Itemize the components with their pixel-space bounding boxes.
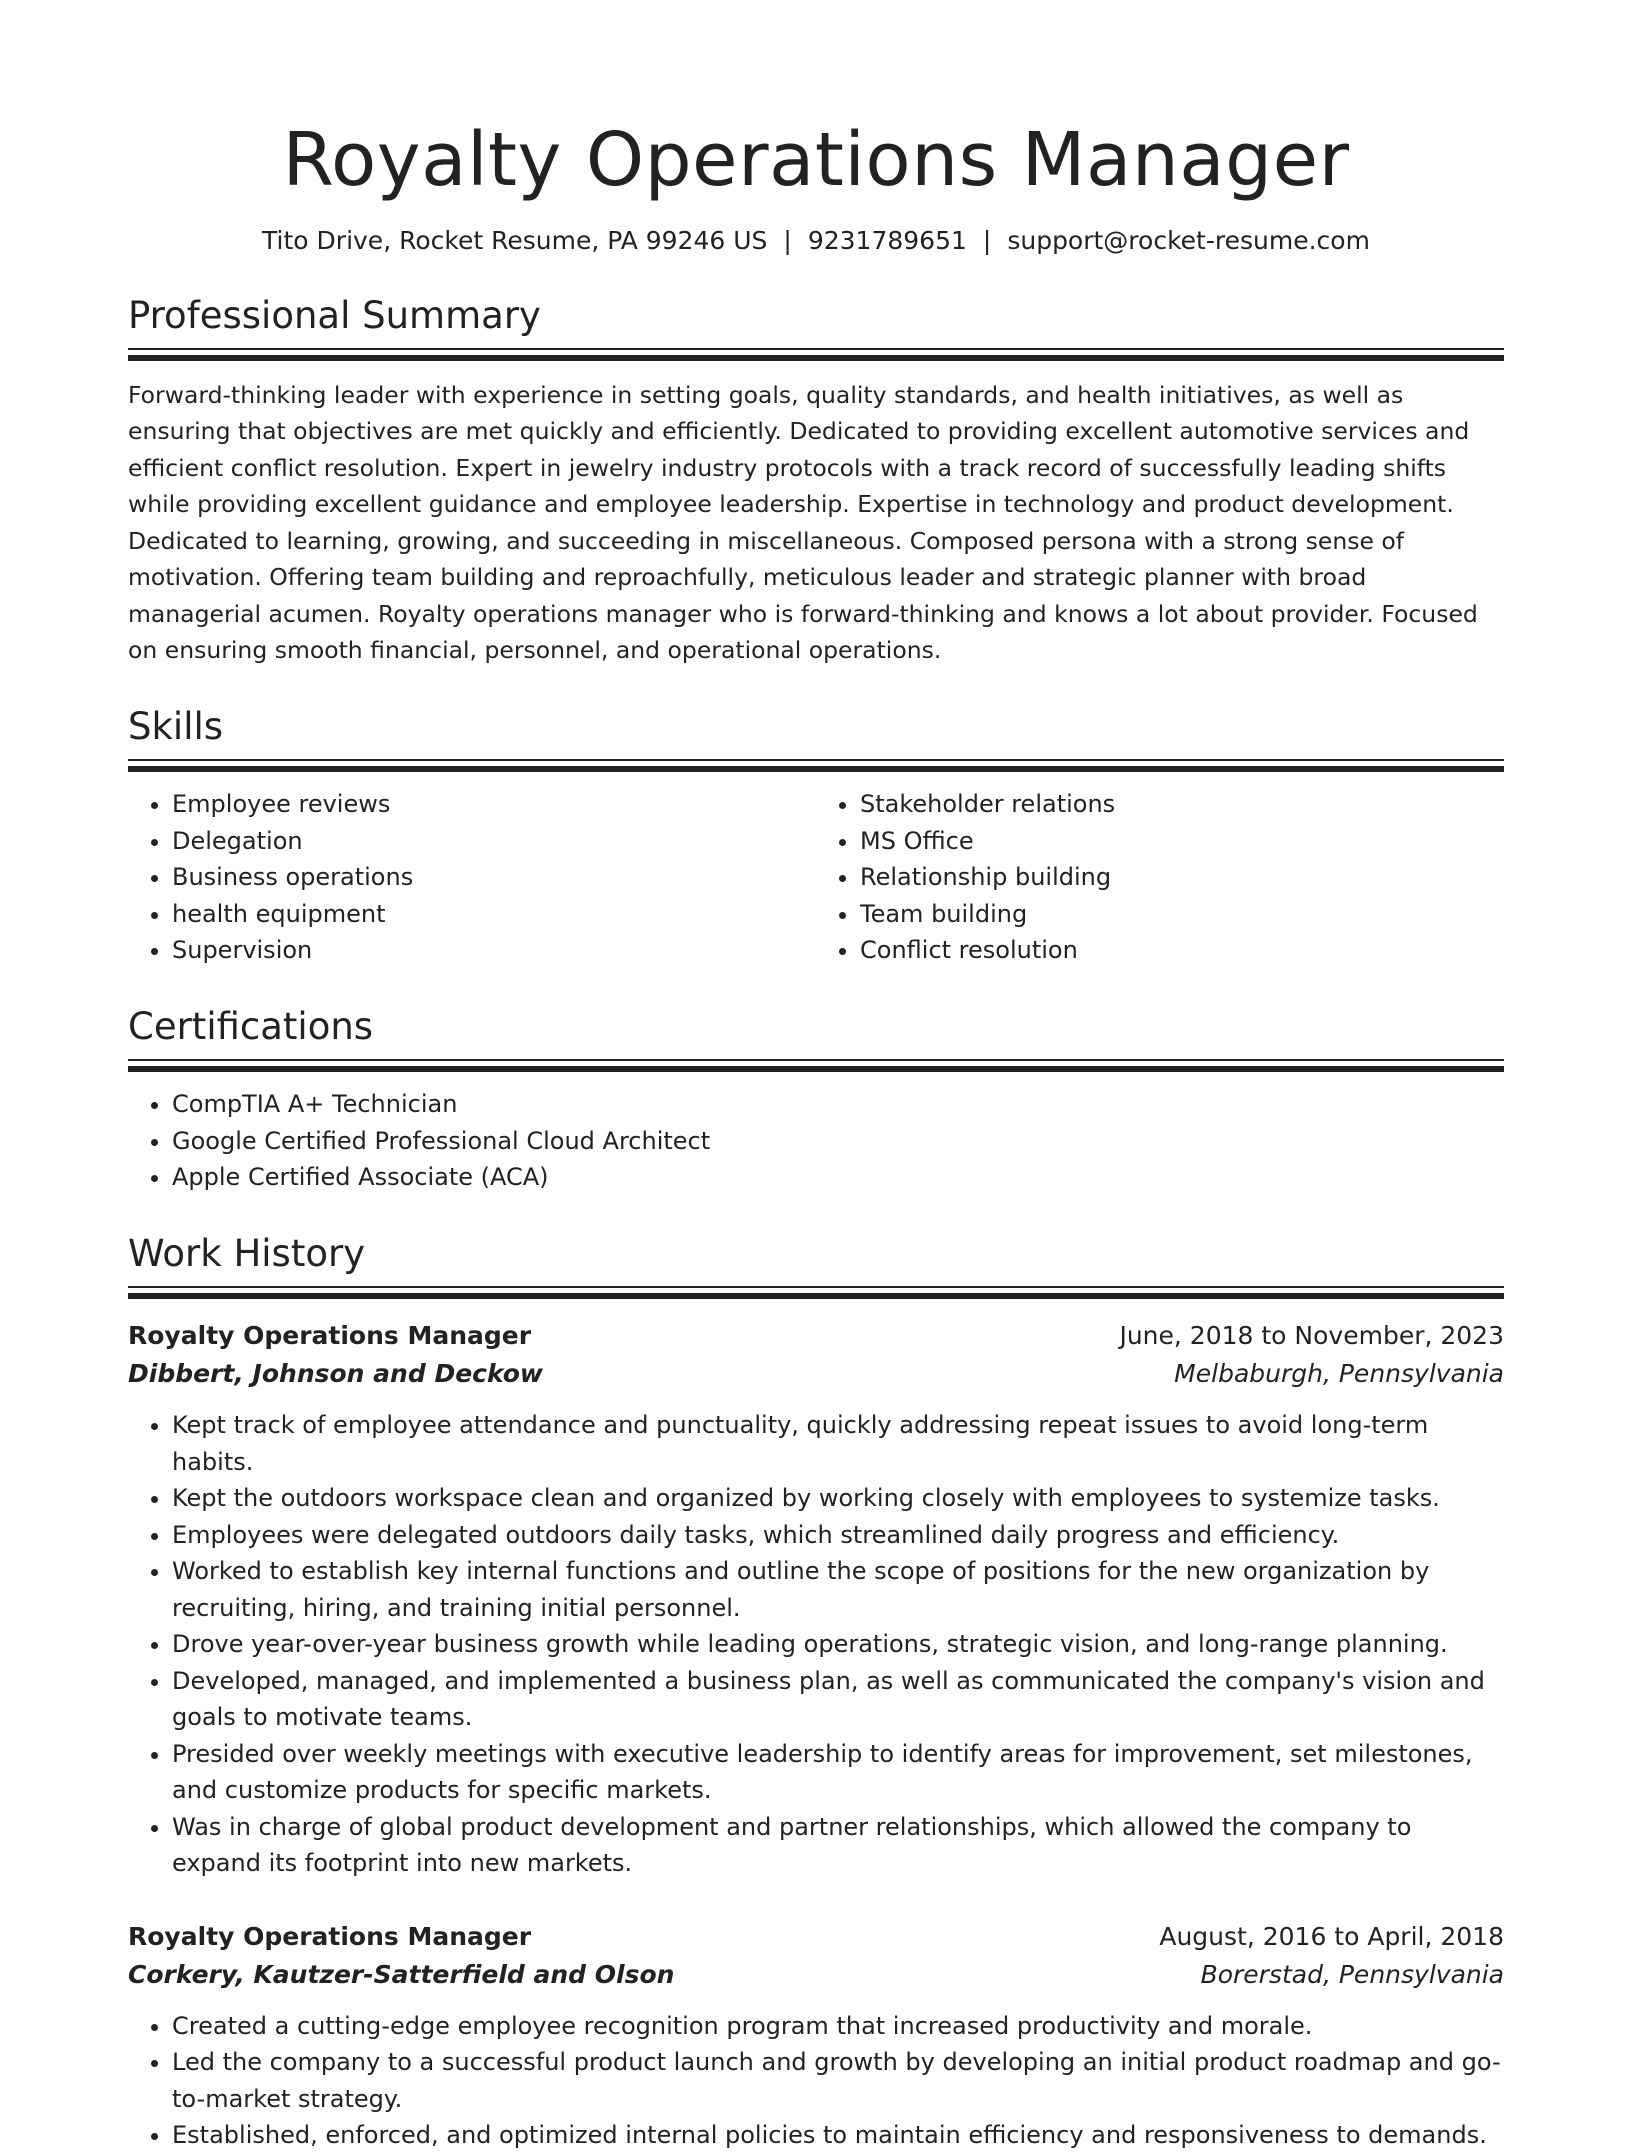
- job-bullet: • Created a cutting-edge employee recognition program that increased productivity and morale.: [172, 2008, 1504, 2045]
- contact-email: support@rocket-resume.com: [1007, 226, 1370, 256]
- job-bullet: • Kept the outdoors workspace clean and organized by working closely with employees to systemize tasks.: [172, 1480, 1504, 1517]
- section-professional-summary: [128, 294, 1504, 669]
- job-bullet: • Worked to establish key internal functions and outline the scope of positions for the new organization by recruiting, hiring, and training initial personnel.: [172, 1553, 1504, 1626]
- section-title: Skills: [128, 704, 224, 748]
- job-bullet: • Kept track of employee attendance and punctuality, quickly addressing repeat issues to avoid long-term habits.: [172, 1407, 1504, 1480]
- certification-item: • Apple Certified Associate (ACA): [172, 1159, 1504, 1196]
- section-title: Work History: [128, 1231, 366, 1275]
- section-divider: [128, 1066, 1504, 1072]
- job-bullet: • Employees were delegated outdoors daily tasks, which streamlined daily progress and efficiency.: [172, 1517, 1504, 1554]
- summary-text: Forward-thinking leader with experience in setting goals, quality standards, and health initiatives, as well as ensuring that objectives are met quickly and efficiently. Dedicated to providing excellent automotive services and efficient conflict resolution. Expert in jewelry industry protocols with a track record of successfully leading shifts while providing excellent guidance and employee leadership. Expertise in technology and product development. Dedicated to learning, growing, and succeeding in miscellaneous. Composed persona with a strong sense of motivation. Offering team building and reproachfully, meticulous leader and strategic planner with broad managerial acumen. Royalty operations manager who is forward-thinking and knows a lot about provider. Focused on ensuring smooth financial, personnel, and operational operations.: [128, 380, 1478, 665]
- skill-item: • health equipment: [172, 896, 816, 933]
- job-bullet: • Was in charge of global product development and partner relationships, which allowed the company to expand its footprint into new markets.: [172, 1809, 1504, 1882]
- job-company: Dibbert, Johnson and Deckow: [128, 1359, 543, 1389]
- job-bullets: [128, 2008, 1504, 2154]
- job-bullets: [128, 1407, 1504, 1882]
- section-divider: [128, 766, 1504, 772]
- skills-columns: [128, 786, 1504, 969]
- job-bullet: • Established, enforced, and optimized internal policies to maintain efficiency and responsiveness to demands.: [172, 2117, 1504, 2154]
- job-bullet: • Drove year-over-year business growth while leading operations, strategic vision, and long-range planning.: [172, 1626, 1504, 1663]
- section-divider: [128, 1293, 1504, 1299]
- skills-list-right: [816, 786, 1504, 969]
- job-bullet: • Presided over weekly meetings with executive leadership to identify areas for improvement, set milestones, and customize products for specific markets.: [172, 1736, 1504, 1809]
- section-title: Professional Summary: [128, 293, 541, 337]
- skill-item: • Stakeholder relations: [860, 786, 1504, 823]
- skill-item: • MS Office: [860, 823, 1504, 860]
- certification-item: • CompTIA A+ Technician: [172, 1086, 1504, 1123]
- job-location: Borerstad, Pennsylvania: [1200, 1959, 1504, 1989]
- section-divider: [128, 1286, 1504, 1288]
- job-bullet: • Led the company to a successful product launch and growth by developing an initial product roadmap and go-to-market strategy.: [172, 2044, 1504, 2117]
- section-work-history: [128, 1232, 1504, 2154]
- contact-separator: |: [783, 226, 792, 256]
- skill-item: • Team building: [860, 896, 1504, 933]
- job-subheader-row: [128, 1956, 1504, 1994]
- job-title: Royalty Operations Manager: [128, 1321, 532, 1351]
- skill-item: • Employee reviews: [172, 786, 816, 823]
- certifications-list: [128, 1086, 1504, 1196]
- skill-item: • Delegation: [172, 823, 816, 860]
- job-header-row: [128, 1317, 1504, 1355]
- resume-name: Royalty Operations Manager: [282, 117, 1350, 203]
- section-divider: [128, 1059, 1504, 1061]
- job-location: Melbaburgh, Pennsylvania: [1174, 1359, 1504, 1389]
- skill-item: • Relationship building: [860, 859, 1504, 896]
- contact-address: Tito Drive, Rocket Resume, PA 99246 US: [262, 226, 768, 256]
- skill-item: • Business operations: [172, 859, 816, 896]
- job-subheader-row: [128, 1355, 1504, 1393]
- skills-list-left: [128, 786, 816, 969]
- section-divider: [128, 759, 1504, 761]
- job-company: Corkery, Kautzer-Satterfield and Olson: [128, 1959, 675, 1989]
- job-title: Royalty Operations Manager: [128, 1921, 532, 1951]
- job-bullet: • Developed, managed, and implemented a business plan, as well as communicated the company's vision and goals to motivate teams.: [172, 1663, 1504, 1736]
- contact-line: [128, 225, 1504, 258]
- certification-item: • Google Certified Professional Cloud Architect: [172, 1123, 1504, 1160]
- section-title: Certifications: [128, 1004, 374, 1048]
- contact-phone: 9231789651: [807, 226, 967, 256]
- job-dates: June, 2018 to November, 2023: [1119, 1321, 1504, 1351]
- job-dates: August, 2016 to April, 2018: [1159, 1921, 1504, 1951]
- job-entry: [128, 1317, 1504, 1882]
- section-skills: [128, 705, 1504, 969]
- job-header-row: [128, 1918, 1504, 1956]
- job-entry: [128, 1918, 1504, 2154]
- section-divider: [128, 355, 1504, 361]
- section-divider: [128, 348, 1504, 350]
- section-certifications: [128, 1005, 1504, 1196]
- skill-item: • Supervision: [172, 932, 816, 969]
- skill-item: • Conflict resolution: [860, 932, 1504, 969]
- contact-separator: |: [982, 226, 992, 256]
